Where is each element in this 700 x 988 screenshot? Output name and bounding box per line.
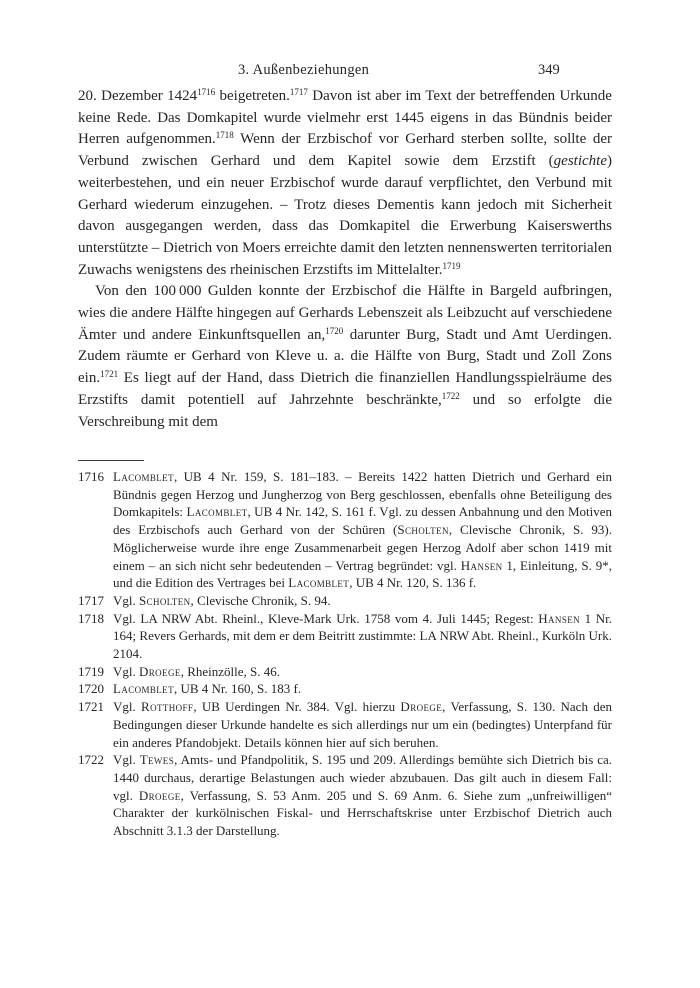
page-number: 349	[538, 62, 560, 78]
author-smallcaps: Lacomblet	[186, 504, 248, 520]
author-smallcaps: Scholten	[397, 522, 449, 538]
footnote-text: Lacomblet, UB 4 Nr. 160, S. 183 f.	[113, 681, 302, 697]
footnote-number: 1722	[78, 752, 104, 768]
footnote-reference: 1722	[441, 390, 460, 401]
footnote-number: 1719	[78, 663, 104, 679]
section-heading: 3. Außenbeziehungen	[238, 62, 370, 78]
footnote-text: Vgl. Droege, Rheinzölle, S. 46.	[113, 663, 281, 679]
author-smallcaps: Lacomblet	[113, 469, 174, 484]
footnote-number: 1718	[78, 610, 104, 626]
footnote-text: Lacomblet, UB 4 Nr. 159, S. 181–183. – Bereits 1422 hatten Dietrich und Gerhard ein Bündnis gegen Herzog und Jungherzog von Berg geschlossen, ebenfalls ohne Beteiligung des Domkapitels: Lacomblet, UB 4 Nr. 142, S. 161 f. Vgl. zu dessen Anbahnung und den Motiven des Erzbischofs auch Gerhard von der Schüren (Scholten, Clevische Chronik, S. 93). Möglicherweise wurde ihre enge Zusammenarbeit gegen Herzog Adolf aber schon 1419 mit einem – an sich nicht sehr bedeutenden – Vertrag begründet: vgl. Hansen 1, Einleitung, S. 9*, und die Edition des Vertrages bei Lacomblet, UB 4 Nr. 120, S. 136 f.	[113, 469, 613, 591]
paragraph: 20. Dezember 1424$^{1716}$ beigetreten.$^{1717}$ Davon ist aber im Text der betreffenden Urkunde keine Rede. Das Domkapitel wurde vielmehr erst 1445 eigens in das Bündnis beider Herren aufgenommen.$^{1718}$ Wenn der Erzbischof vor Gerhard sterben sollte, sollte der Verbund zwischen Gerhard und dem Kapitel sowie dem Erzstift (gestichte) weiterbestehen, und ein neuer Erzbischof wurde darauf verpflichtet, den Verbund mit Gerhard wiederum einzugehen. – Trotz dieses Dementis kann jedoch mit Sicherheit davon ausgegangen werden, dass das Domkapitel die Erwerbung Kaiserswerths unterstützte – Dietrich von Moers erreichte damit den letzten nennenswerten territorialen Zuwachs wenigstens des rheinischen Erzstifts im Mittelalter.$^{1719}$	[78, 87, 612, 278]
footnote-reference: 1719	[442, 260, 461, 271]
author-smallcaps: Lacomblet	[288, 575, 350, 591]
paragraph: Von den 100 000 Gulden konnte der Erzbischof die Hälfte in Bargeld aufbringen, wies die andere Hälfte hingegen auf Gerhards Lebenszeit als Leibzucht auf verschiedene Ämter und andere Einkunftsquellen an,$^{1720}$ darunter Burg, Stadt und Amt Uerdingen. Zudem räumte er Gerhard von Kleve u. a. die Hälfte von Burg, Stadt und Zoll Zons ein.$^{1721}$ Es liegt auf der Hand, dass Dietrich die finanziellen Handlungsspielräume des Erzstifts damit potentiell auf Jahrzehnte beschränkte,$^{1722}$ und so erfolgte die Verschreibung mit dem	[78, 283, 612, 430]
footnote	[78, 680, 612, 698]
footnote-number: 1720	[78, 681, 104, 697]
footnote-text: Vgl. Tewes, Amts- und Pfandpolitik, S. 195 und 209. Allerdings bemühte sich Dietrich bis ca. 1440 durchaus, derartige Belastungen auch wieder abzubauen. Das gilt auch in diesem Fall: vgl. Droege, Verfassung, S. 53 Anm. 205 und S. 69 Anm. 6. Siehe zum „unfreiwilligen“ Charakter der kurkölnischen Fiskal- und Herrschaftskrise unter Erzbischof Dietrich auch Abschnitt 3.1.3 der Darstellung.	[113, 752, 613, 839]
running-head	[0, 61, 700, 79]
footnote-reference: 1720	[325, 325, 344, 336]
footnote-number: 1716	[78, 469, 104, 484]
footnote	[78, 751, 612, 840]
author-smallcaps: Tewes	[139, 752, 175, 768]
author-smallcaps: Hansen	[460, 557, 503, 573]
footnote-text: Vgl. LA NRW Abt. Rheinl., Kleve-Mark Urk. 1758 vom 4. Juli 1445; Regest: Hansen 1 Nr. 164; Revers Gerhards, mit dem er dem Beitritt zustimmte: LA NRW Abt. Rheinl., Kurköln Urk. 2104.	[113, 610, 612, 662]
footnote-text: Vgl. Scholten, Clevische Chronik, S. 94.	[113, 592, 331, 608]
footnote-number: 1717	[78, 592, 104, 608]
footnote	[78, 663, 612, 681]
author-smallcaps: Droege	[139, 663, 181, 679]
italic-term: gestichte	[553, 153, 607, 170]
author-smallcaps: Lacomblet	[113, 681, 174, 697]
footnote-reference: 1716	[197, 87, 216, 97]
author-smallcaps: Rotthoff	[141, 699, 194, 715]
body-text	[78, 86, 612, 433]
footnote-text: Vgl. Rotthoff, UB Uerdingen Nr. 384. Vgl. hierzu Droege, Verfassung, S. 130. Nach den Bedingungen dieser Urkunde handelte es sich allerdings nur um ein (bedingtes) Unterpfand für ein anderes Pfandobjekt. Details können hier auf sich beruhen.	[113, 699, 612, 750]
footnote	[78, 610, 612, 663]
footnote-reference: 1718	[215, 130, 234, 141]
author-smallcaps: Scholten	[139, 592, 191, 608]
footnote-reference: 1721	[100, 369, 119, 380]
footnote	[78, 592, 612, 610]
footnote	[78, 698, 612, 751]
footnote-number: 1721	[78, 699, 104, 715]
footnotes	[78, 468, 612, 840]
author-smallcaps: Droege	[138, 787, 181, 803]
footnote	[78, 468, 612, 592]
author-smallcaps: Hansen	[538, 610, 580, 626]
footnote-separator	[78, 460, 144, 461]
footnote-reference: 1717	[289, 87, 308, 97]
author-smallcaps: Droege	[400, 699, 443, 715]
